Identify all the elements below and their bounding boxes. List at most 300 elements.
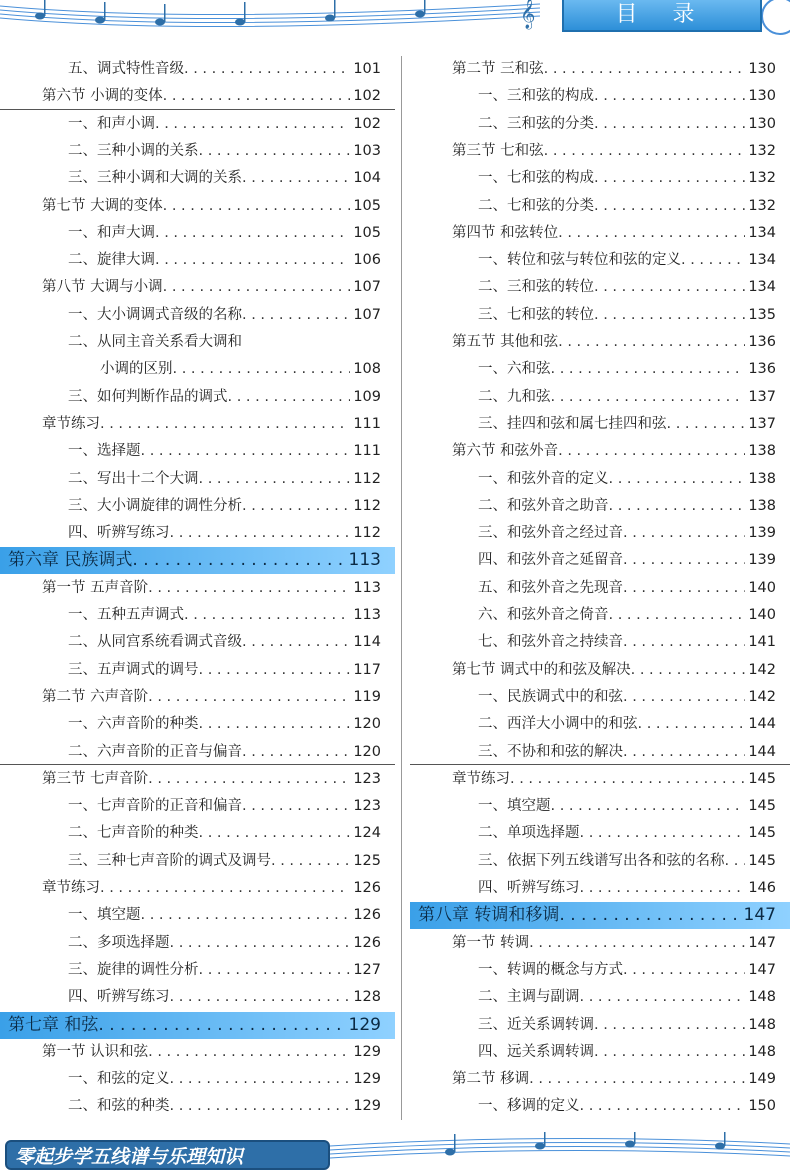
toc-entry (478, 820, 776, 847)
toc-entry (68, 957, 381, 984)
entry-title: 六、和弦外音之倚音 (478, 607, 609, 623)
dot-leader (609, 602, 746, 629)
entry-title: 小调的区别 (100, 361, 173, 378)
toc-entry (42, 766, 381, 793)
toc-entry (478, 629, 776, 656)
entry-title: 四、和弦外音之延留音 (478, 552, 623, 569)
toc-entry (478, 793, 776, 820)
toc-entry (68, 984, 381, 1011)
page-number: 134 (748, 279, 776, 296)
page-number: 137 (748, 415, 776, 432)
dot-leader (228, 384, 351, 411)
entry-title: 二、三种小调的关系 (68, 142, 199, 159)
page-number: 123 (353, 770, 381, 787)
dot-leader (667, 411, 746, 438)
entry-title: 三、和弦外音之经过音 (478, 525, 623, 542)
toc-entry (452, 766, 776, 793)
entry-title: 一、选择题 (68, 443, 141, 460)
dot-leader (623, 739, 745, 766)
dot-leader (199, 711, 351, 738)
page-number: 148 (748, 1016, 776, 1033)
page-number: 113 (353, 607, 381, 623)
dot-leader (623, 520, 745, 547)
toc-entry (42, 875, 381, 902)
dot-leader (580, 820, 746, 847)
dot-leader (271, 848, 350, 875)
toc-entry (68, 384, 381, 411)
entry-title: 二、多项选择题 (68, 934, 170, 951)
entry-title: 一、填空题 (68, 907, 141, 924)
dot-leader (199, 138, 351, 165)
dot-leader (544, 138, 746, 165)
toc-entry (68, 1093, 381, 1120)
dot-leader (199, 820, 351, 847)
page-number: 109 (353, 388, 381, 405)
toc-entry (68, 657, 381, 684)
page-number: 132 (748, 197, 776, 214)
page-number: 137 (748, 388, 776, 405)
entry-title: 第八章 转调和移调 (418, 905, 560, 926)
dot-leader (631, 657, 746, 684)
toc-entry (68, 302, 381, 329)
toc-entry (42, 411, 381, 438)
toc-entry (452, 329, 776, 356)
page-number: 114 (353, 634, 381, 651)
toc-entry (478, 165, 776, 192)
dot-leader (148, 575, 350, 602)
page-number: 129 (353, 1071, 381, 1088)
page-number: 105 (353, 197, 381, 214)
dot-leader (163, 274, 351, 301)
dot-leader (551, 793, 746, 820)
toc-entry (68, 1066, 381, 1093)
dot-leader (623, 957, 745, 984)
page-number: 108 (353, 361, 381, 378)
entry-title: 一、填空题 (478, 798, 551, 815)
page-number: 119 (353, 688, 381, 705)
toc-entry (68, 466, 381, 493)
entry-title: 二、主调与副调 (478, 989, 580, 1006)
toc-entry (68, 602, 381, 629)
dot-leader (725, 848, 746, 875)
dot-leader (623, 629, 745, 656)
dot-leader (148, 766, 350, 793)
toc-entry (478, 193, 776, 220)
entry-title: 第二节 六声音阶 (42, 688, 149, 705)
entry-title: 三、依据下列五线谱写出各和弦的名称 (478, 852, 725, 869)
dot-leader (558, 438, 745, 465)
entry-title: 七、和弦外音之持续音 (478, 634, 623, 651)
entry-title: 四、听辨写练习 (68, 525, 170, 542)
page-number: 126 (353, 880, 381, 896)
toc-entry (68, 247, 381, 274)
entry-title: 一、六和弦 (478, 361, 551, 378)
page-number: 101 (353, 61, 381, 77)
dot-leader (170, 1066, 351, 1093)
dot-leader (551, 356, 746, 383)
toc-entry (452, 930, 776, 957)
toc-entry (452, 657, 776, 684)
toc-entry (478, 684, 776, 711)
page-number: 142 (748, 688, 776, 705)
dot-leader (580, 1093, 746, 1120)
toc-entry (478, 111, 776, 138)
page-number: 113 (348, 550, 381, 571)
entry-title: 二、七和弦的分类 (478, 197, 594, 214)
page-number: 149 (748, 1071, 776, 1088)
toc-entry (478, 739, 776, 766)
page-number: 141 (748, 634, 776, 651)
page-number: 112 (353, 497, 381, 514)
entry-title: 第一节 转调 (452, 934, 530, 951)
toc-entry (478, 711, 776, 738)
page-number: 105 (353, 224, 381, 241)
page-number: 128 (353, 989, 381, 1006)
page-number: 129 (348, 1014, 381, 1035)
entry-title: 第六章 民族调式 (8, 550, 133, 571)
chapter-entry (0, 1012, 395, 1039)
page-number: 145 (748, 825, 776, 842)
column-divider (401, 56, 402, 1120)
page-number: 138 (748, 497, 776, 514)
toc-entry (478, 302, 776, 329)
page-number: 125 (353, 852, 381, 869)
entry-title: 一、七声音阶的正音和偏音 (68, 798, 242, 815)
dot-leader (623, 547, 745, 574)
page-number: 134 (748, 224, 776, 241)
entry-title: 第五节 其他和弦 (452, 334, 559, 350)
toc-entry (452, 1066, 776, 1093)
dot-leader (609, 466, 746, 493)
toc-entry (452, 438, 776, 465)
dot-leader (242, 165, 350, 192)
page-number: 103 (353, 142, 381, 159)
entry-title: 一、转位和弦与转位和弦的定义 (478, 252, 681, 269)
dot-leader (594, 1012, 745, 1039)
page-number: 139 (748, 525, 776, 542)
page-number: 124 (353, 825, 381, 842)
toc-entry (452, 220, 776, 247)
entry-title: 三、七和弦的转位 (478, 306, 594, 323)
page-number: 134 (748, 252, 776, 269)
entry-title: 一、大小调调式音级的名称 (68, 306, 242, 323)
toc-entry (478, 1093, 776, 1120)
dot-leader (100, 411, 350, 438)
toc-entry (452, 138, 776, 165)
entry-title: 三、近关系调转调 (478, 1016, 594, 1033)
entry-title: 三、不协和和弦的解决 (478, 743, 623, 760)
toc-entry (68, 111, 381, 138)
page-number: 129 (353, 1098, 381, 1115)
dot-leader (132, 547, 345, 574)
dot-leader (155, 247, 350, 274)
page-number: 129 (353, 1043, 381, 1060)
dot-leader (510, 766, 745, 793)
page-title: 目 录 (562, 0, 762, 32)
toc-entry (478, 274, 776, 301)
page-number: 136 (748, 361, 776, 378)
toc-entry (68, 629, 381, 656)
toc-entry (68, 820, 381, 847)
page-number: 111 (353, 443, 381, 460)
toc-entry (68, 329, 381, 356)
page-number: 117 (353, 661, 381, 678)
entry-title: 五、调式特性音级 (68, 61, 184, 77)
dot-leader (98, 1012, 345, 1039)
dot-leader (594, 1039, 745, 1066)
page-number: 138 (748, 470, 776, 487)
entry-title: 三、三种小调和大调的关系 (68, 170, 242, 187)
page-number: 138 (748, 443, 776, 460)
entry-title: 第七章 和弦 (8, 1014, 99, 1035)
entry-title: 章节练习 (42, 415, 100, 432)
dot-leader (173, 356, 351, 383)
dot-leader (163, 193, 351, 220)
dot-leader (242, 739, 350, 766)
toc-entry (68, 739, 381, 766)
page-number: 126 (353, 934, 381, 951)
entry-title: 二、写出十二个大调 (68, 470, 199, 487)
entry-title: 第三节 七和弦 (452, 142, 544, 159)
page-number: 120 (353, 743, 381, 760)
entry-title: 第二节 移调 (452, 1071, 530, 1088)
toc-entry (42, 274, 381, 301)
toc-entry (452, 56, 776, 83)
toc-entry (68, 793, 381, 820)
dot-leader (638, 711, 746, 738)
toc-entry (68, 56, 381, 83)
toc-entry (68, 438, 381, 465)
dot-leader (623, 684, 745, 711)
entry-title: 四、听辨写练习 (68, 989, 170, 1006)
page-number: 107 (353, 279, 381, 296)
entry-title: 第一节 五声音阶 (42, 579, 149, 596)
page-number: 145 (748, 798, 776, 815)
dot-leader (242, 793, 350, 820)
entry-title: 一、民族调式中的和弦 (478, 688, 623, 705)
dot-leader (681, 247, 745, 274)
dot-leader (163, 83, 351, 110)
entry-title: 三、如何判断作品的调式 (68, 388, 228, 405)
dot-leader (148, 1039, 350, 1066)
page-number: 147 (748, 961, 776, 978)
toc-entry (478, 602, 776, 629)
entry-title: 四、听辨写练习 (478, 880, 580, 896)
entry-title: 二、九和弦 (478, 388, 551, 405)
page-number: 130 (748, 115, 776, 132)
dot-leader (623, 575, 745, 602)
dot-leader (609, 493, 746, 520)
toc-entry (478, 957, 776, 984)
entry-title: 第一节 认识和弦 (42, 1043, 149, 1060)
page-number: 145 (748, 770, 776, 787)
dot-leader (558, 329, 745, 356)
page-number: 135 (748, 306, 776, 323)
toc-entry (478, 848, 776, 875)
entry-title: 五、和弦外音之先现音 (478, 579, 623, 596)
toc-entry (68, 902, 381, 929)
page-number: 144 (748, 743, 776, 760)
toc-entry (100, 356, 381, 383)
entry-title: 二、从同宫系统看调式音级 (68, 634, 242, 651)
entry-title: 二、和弦的种类 (68, 1098, 170, 1115)
page-number: 123 (353, 798, 381, 815)
page-number: 106 (353, 252, 381, 269)
dot-leader (594, 302, 745, 329)
dot-leader (199, 466, 351, 493)
page-number: 145 (748, 852, 776, 869)
entry-title: 二、三和弦的分类 (478, 115, 594, 132)
entry-title: 章节练习 (452, 770, 510, 787)
dot-leader (155, 111, 350, 138)
page-number: 130 (748, 61, 776, 77)
dot-leader (594, 111, 745, 138)
toc-entry (478, 520, 776, 547)
svg-text:𝄞: 𝄞 (520, 0, 536, 29)
entry-title: 一、和弦外音的定义 (478, 470, 609, 487)
dot-leader (141, 902, 351, 929)
toc-entry (68, 138, 381, 165)
dot-leader (100, 875, 350, 902)
toc-entry (478, 247, 776, 274)
toc-entry (478, 1012, 776, 1039)
dot-leader (529, 1066, 745, 1093)
entry-title: 一、移调的定义 (478, 1098, 580, 1115)
book-title-banner: 零起步学五线谱与乐理知识 (5, 1140, 330, 1170)
dot-leader (170, 930, 351, 957)
entry-title: 第七节 大调的变体 (42, 197, 163, 214)
page-number: 112 (353, 525, 381, 542)
toc-entry (68, 493, 381, 520)
toc-entry (68, 220, 381, 247)
toc-entry (478, 547, 776, 574)
toc-entry (42, 193, 381, 220)
entry-title: 第六节 和弦外音 (452, 443, 559, 460)
dot-leader (580, 984, 746, 1011)
toc-entry (478, 384, 776, 411)
entry-title: 三、三种七声音阶的调式及调号 (68, 852, 271, 869)
toc-entry (42, 1039, 381, 1066)
page-number: 113 (353, 579, 381, 596)
toc-entry (478, 575, 776, 602)
dot-leader (594, 165, 745, 192)
entry-title: 二、西洋大小调中的和弦 (478, 716, 638, 733)
dot-leader (199, 657, 351, 684)
page-number: 147 (748, 934, 776, 951)
entry-title: 第七节 调式中的和弦及解决 (452, 661, 631, 678)
page-number: 132 (748, 170, 776, 187)
dot-leader (594, 274, 745, 301)
dot-leader (594, 83, 745, 110)
chapter-entry (0, 547, 395, 574)
toc-entry (478, 493, 776, 520)
page-number: 120 (353, 716, 381, 733)
entry-title: 一、五种五声调式 (68, 607, 184, 623)
dot-leader (544, 56, 746, 83)
toc-entry (478, 466, 776, 493)
page-number: 142 (748, 661, 776, 678)
page-number: 102 (353, 88, 381, 105)
page-number: 127 (353, 961, 381, 978)
toc-entry (478, 411, 776, 438)
page-number: 139 (748, 552, 776, 569)
toc-entry (68, 711, 381, 738)
entry-title: 一、和弦的定义 (68, 1071, 170, 1088)
dot-leader (559, 902, 740, 929)
entry-title: 第六节 小调的变体 (42, 88, 163, 105)
toc-entry (68, 520, 381, 547)
dot-leader (580, 875, 746, 902)
entry-title: 一、和声大调 (68, 224, 155, 241)
entry-title: 第三节 七声音阶 (42, 770, 149, 787)
dot-leader (170, 984, 351, 1011)
entry-title: 二、从同主音关系看大调和 (68, 334, 242, 350)
page-number: 148 (748, 1043, 776, 1060)
entry-title: 二、旋律大调 (68, 252, 155, 269)
chapter-entry (410, 902, 790, 929)
entry-title: 二、六声音阶的正音与偏音 (68, 743, 242, 760)
page-number: 140 (748, 579, 776, 596)
page-number: 104 (353, 170, 381, 187)
dot-leader (184, 56, 350, 83)
dot-leader (184, 602, 350, 629)
dot-leader (551, 384, 746, 411)
dot-leader (558, 220, 745, 247)
page-number: 102 (353, 115, 381, 132)
toc-entry (478, 83, 776, 110)
entry-title: 二、单项选择题 (478, 825, 580, 842)
entry-title: 三、挂四和弦和属七挂四和弦 (478, 415, 667, 432)
toc-entry (478, 1039, 776, 1066)
toc-entry (478, 356, 776, 383)
page-number: 144 (748, 716, 776, 733)
entry-title: 二、三和弦的转位 (478, 279, 594, 296)
entry-title: 第二节 三和弦 (452, 61, 544, 77)
entry-title: 二、和弦外音之助音 (478, 497, 609, 514)
page-number: 107 (353, 306, 381, 323)
dot-leader (242, 302, 350, 329)
dot-leader (242, 629, 350, 656)
dot-leader (170, 1093, 351, 1120)
entry-title: 第八节 大调与小调 (42, 279, 163, 296)
dot-leader (594, 193, 745, 220)
entry-title: 一、七和弦的构成 (478, 170, 594, 187)
toc-entry (42, 575, 381, 602)
dot-leader (242, 493, 350, 520)
entry-title: 一、转调的概念与方式 (478, 961, 623, 978)
page-number: 136 (748, 334, 776, 350)
entry-title: 一、六声音阶的种类 (68, 716, 199, 733)
page-number: 146 (748, 880, 776, 896)
dot-leader (148, 684, 350, 711)
toc-entry (478, 984, 776, 1011)
toc-entry (42, 83, 381, 110)
page-number: 112 (353, 470, 381, 487)
page-number: 132 (748, 142, 776, 159)
entry-title: 三、五声调式的调号 (68, 661, 199, 678)
entry-title: 第四节 和弦转位 (452, 224, 559, 241)
entry-title: 二、七声音阶的种类 (68, 825, 199, 842)
page-number: 147 (743, 905, 776, 926)
page-number: 130 (748, 88, 776, 105)
entry-title: 三、大小调旋律的调性分析 (68, 497, 242, 514)
page-number: 150 (748, 1098, 776, 1115)
entry-title: 四、远关系调转调 (478, 1043, 594, 1060)
toc-entry (68, 165, 381, 192)
entry-title: 三、旋律的调性分析 (68, 961, 199, 978)
entry-title: 章节练习 (42, 880, 100, 896)
dot-leader (155, 220, 350, 247)
